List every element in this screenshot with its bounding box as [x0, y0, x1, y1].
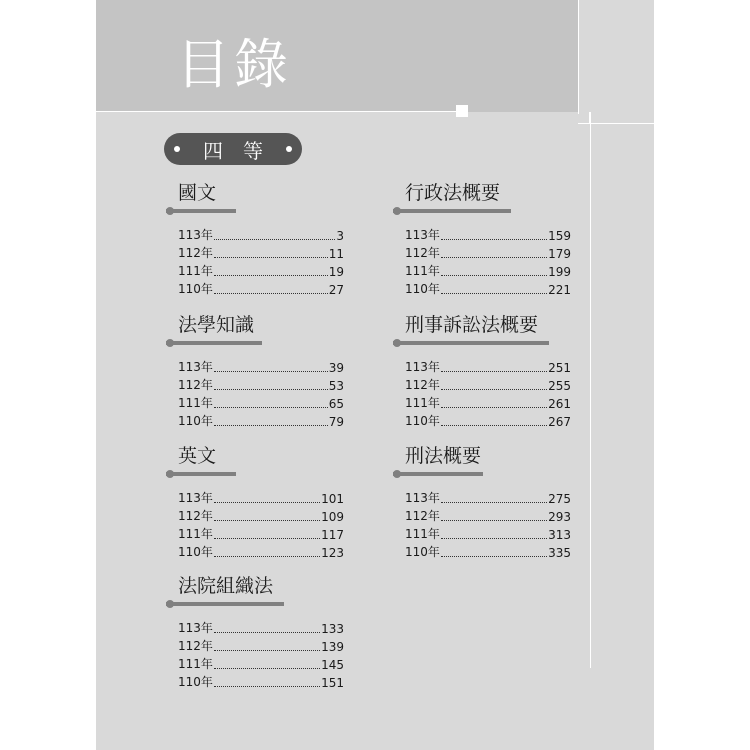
entry-year: 113年 — [405, 228, 440, 242]
title-underline — [393, 339, 583, 347]
entry-page: 145 — [321, 658, 344, 672]
toc-entry[interactable] — [405, 225, 571, 243]
leader-dots — [441, 555, 547, 557]
page-title: 目錄 — [176, 33, 292, 96]
entry-year: 111年 — [405, 527, 440, 541]
entry-year: 110年 — [178, 675, 213, 689]
leader-dots — [214, 537, 320, 539]
leader-dots — [214, 256, 328, 258]
leader-dots — [214, 406, 328, 408]
leader-dots — [441, 424, 547, 426]
entry-page: 27 — [328, 283, 344, 297]
toc-entry[interactable] — [178, 542, 344, 560]
entry-page: 179 — [548, 247, 571, 261]
toc-section — [166, 574, 356, 690]
entry-page: 117 — [321, 528, 344, 542]
entry-page: 39 — [328, 361, 344, 375]
entry-year: 112年 — [178, 378, 213, 392]
toc-entry[interactable] — [405, 542, 571, 560]
entry-year: 111年 — [178, 527, 213, 541]
toc-entry[interactable] — [405, 393, 571, 411]
entry-year: 111年 — [405, 264, 440, 278]
toc-entry[interactable] — [178, 654, 344, 672]
entry-page: 313 — [548, 528, 571, 542]
entry-page: 275 — [548, 492, 571, 506]
entry-year: 110年 — [405, 545, 440, 559]
decorative-vertical-line — [590, 112, 591, 668]
entry-list — [166, 357, 356, 429]
entry-page: 139 — [321, 640, 344, 654]
entry-page: 19 — [328, 265, 344, 279]
entry-page: 293 — [548, 510, 571, 524]
toc-section — [166, 181, 356, 297]
title-underline — [166, 339, 356, 347]
title-underline — [166, 207, 356, 215]
entry-list — [393, 488, 583, 560]
leader-dots — [441, 370, 547, 372]
entry-year: 110年 — [178, 414, 213, 428]
entry-page: 109 — [321, 510, 344, 524]
toc-entry[interactable] — [178, 636, 344, 654]
toc-entry[interactable] — [178, 357, 344, 375]
toc-entry[interactable] — [178, 524, 344, 542]
leader-dots — [214, 631, 320, 633]
entry-page: 151 — [321, 676, 344, 690]
toc-section — [166, 313, 356, 429]
entry-year: 113年 — [178, 491, 213, 505]
section-title: 刑法概要 — [405, 445, 482, 467]
toc-entry[interactable] — [405, 375, 571, 393]
entry-page: 11 — [328, 247, 344, 261]
title-underline — [166, 600, 356, 608]
title-underline — [393, 207, 583, 215]
leader-dots — [214, 274, 328, 276]
toc-entry[interactable] — [178, 393, 344, 411]
toc-entry[interactable] — [178, 618, 344, 636]
entry-list — [166, 225, 356, 297]
toc-entry[interactable] — [178, 261, 344, 279]
toc-section — [393, 313, 583, 429]
entry-year: 113年 — [178, 621, 213, 635]
entry-page: 221 — [548, 283, 571, 297]
decorative-square — [456, 105, 468, 117]
entry-year: 113年 — [178, 228, 213, 242]
bullet-dot-icon — [286, 146, 292, 152]
toc-entry[interactable] — [178, 375, 344, 393]
entry-year: 112年 — [178, 509, 213, 523]
toc-entry[interactable] — [178, 506, 344, 524]
entry-page: 159 — [548, 229, 571, 243]
toc-section — [393, 444, 583, 560]
leader-dots — [441, 238, 547, 240]
leader-dots — [441, 501, 547, 503]
leader-dots — [441, 388, 547, 390]
entry-year: 111年 — [178, 396, 213, 410]
entry-page: 123 — [321, 546, 344, 560]
entry-year: 110年 — [405, 282, 440, 296]
leader-dots — [214, 424, 328, 426]
entry-page: 53 — [328, 379, 344, 393]
level-badge — [164, 133, 302, 165]
section-title: 國文 — [178, 182, 217, 204]
toc-entry[interactable] — [178, 243, 344, 261]
entry-year: 112年 — [178, 639, 213, 653]
leader-dots — [214, 370, 328, 372]
entry-year: 113年 — [405, 360, 440, 374]
toc-entry[interactable] — [405, 506, 571, 524]
entry-year: 112年 — [405, 246, 440, 260]
entry-year: 110年 — [178, 282, 213, 296]
toc-entry[interactable] — [178, 488, 344, 506]
leader-dots — [441, 274, 547, 276]
entry-page: 79 — [328, 415, 344, 429]
leader-dots — [214, 685, 320, 687]
leader-dots — [214, 501, 320, 503]
toc-entry[interactable] — [178, 411, 344, 429]
leader-dots — [441, 519, 547, 521]
leader-dots — [441, 256, 547, 258]
entry-page: 199 — [548, 265, 571, 279]
toc-entry[interactable] — [405, 261, 571, 279]
entry-year: 111年 — [178, 657, 213, 671]
entry-list — [166, 488, 356, 560]
section-title: 行政法概要 — [405, 182, 501, 204]
section-title: 法學知識 — [178, 314, 255, 336]
entry-year: 111年 — [178, 264, 213, 278]
entry-year: 111年 — [405, 396, 440, 410]
entry-year: 113年 — [178, 360, 213, 374]
leader-dots — [214, 238, 335, 240]
leader-dots — [214, 292, 328, 294]
entry-year: 112年 — [178, 246, 213, 260]
toc-entry[interactable] — [405, 243, 571, 261]
section-title: 英文 — [178, 445, 217, 467]
toc-entry[interactable] — [405, 357, 571, 375]
entry-page: 335 — [548, 546, 571, 560]
leader-dots — [441, 292, 547, 294]
entry-page: 255 — [548, 379, 571, 393]
section-title: 法院組織法 — [178, 575, 274, 597]
entry-year: 112年 — [405, 378, 440, 392]
leader-dots — [214, 649, 320, 651]
section-title: 刑事訴訟法概要 — [405, 314, 539, 336]
title-underline — [166, 470, 356, 478]
entry-year: 110年 — [178, 545, 213, 559]
entry-page: 101 — [321, 492, 344, 506]
entry-page: 261 — [548, 397, 571, 411]
leader-dots — [214, 555, 320, 557]
header-band — [96, 0, 578, 112]
entry-year: 110年 — [405, 414, 440, 428]
bullet-dot-icon — [174, 146, 180, 152]
level-label: 四等 — [203, 138, 283, 163]
entry-list — [166, 618, 356, 690]
entry-list — [393, 357, 583, 429]
leader-dots — [214, 667, 320, 669]
entry-year: 113年 — [405, 491, 440, 505]
decorative-line — [590, 123, 654, 124]
toc-entry[interactable] — [405, 524, 571, 542]
entry-page: 267 — [548, 415, 571, 429]
entry-page: 251 — [548, 361, 571, 375]
toc-section — [166, 444, 356, 560]
toc-entry[interactable] — [178, 279, 344, 297]
leader-dots — [214, 388, 328, 390]
leader-dots — [441, 406, 547, 408]
entry-page: 65 — [328, 397, 344, 411]
toc-entry[interactable] — [405, 279, 571, 297]
decorative-corner — [578, 112, 590, 124]
decorative-vertical-line — [578, 0, 579, 114]
leader-dots — [214, 519, 320, 521]
toc-entry[interactable] — [405, 488, 571, 506]
entry-page: 133 — [321, 622, 344, 636]
toc-entry[interactable] — [178, 225, 344, 243]
toc-entry[interactable] — [405, 411, 571, 429]
decorative-line — [96, 111, 464, 112]
toc-section — [393, 181, 583, 297]
entry-page: 3 — [336, 229, 344, 243]
toc-entry[interactable] — [178, 672, 344, 690]
entry-list — [393, 225, 583, 297]
entry-year: 112年 — [405, 509, 440, 523]
leader-dots — [441, 537, 547, 539]
title-underline — [393, 470, 583, 478]
